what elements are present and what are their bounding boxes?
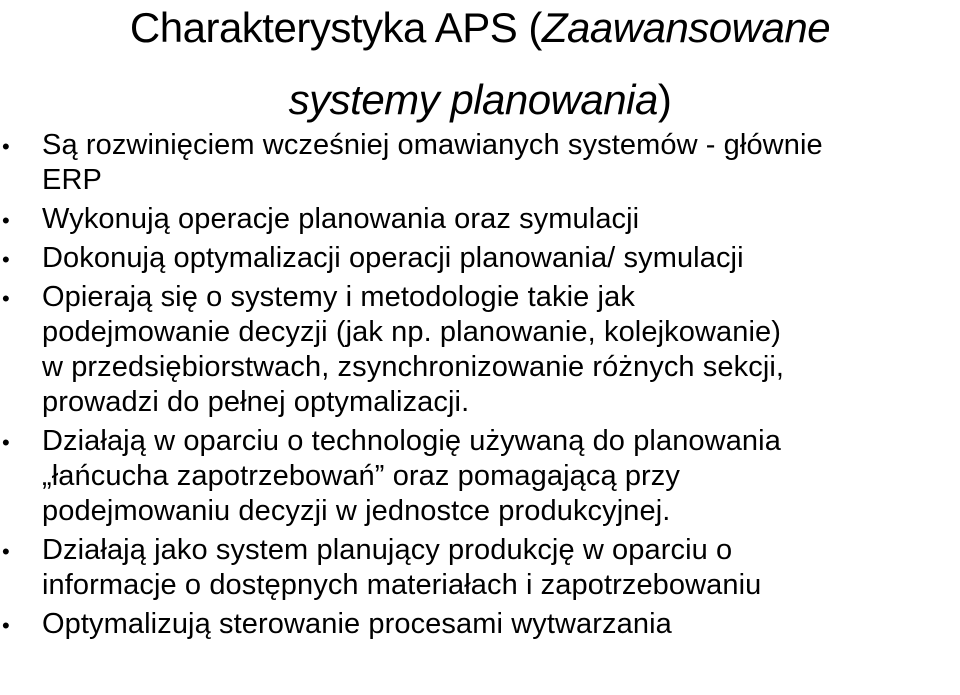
bullet-dot-icon: •: [2, 539, 10, 564]
bullet-line: Optymalizują sterowanie procesami wytwarzania: [42, 608, 672, 640]
title-line-1: [0, 2, 960, 54]
bullet-line: Działają w oparciu o technologię używaną do planowania: [42, 425, 781, 457]
bullet-dot-icon: •: [2, 247, 10, 272]
bullet-line: prowadzi do pełnej optymalizacji.: [42, 386, 470, 418]
bullet-line: Dokonują optymalizacji operacji planowania/ symulacji: [42, 242, 744, 274]
bullet-line: Wykonują operacje planowania oraz symulacji: [42, 203, 640, 235]
bullet-dot-icon: •: [2, 613, 10, 638]
bullet-line: ERP: [42, 164, 102, 196]
bullet-dot-icon: •: [2, 286, 10, 311]
title-text: Charakterystyka APS (: [129, 4, 542, 51]
title-italic-part-2: systemy planowania: [288, 76, 658, 123]
bullet-item: [0, 607, 960, 642]
bullet-line: podejmowanie decyzji (jak np. planowanie, kolejkowanie): [42, 316, 781, 348]
bullet-dot-icon: •: [2, 430, 10, 455]
bullet-item: [0, 202, 960, 237]
bullet-line: w przedsiębiorstwach, zsynchronizowanie różnych sekcji,: [42, 351, 785, 383]
bullet-line: Są rozwinięciem wcześniej omawianych systemów - głównie: [42, 129, 823, 161]
bullet-line: informacje o dostępnych materiałach i zapotrzebowaniu: [42, 569, 762, 601]
title-line-2: [0, 74, 960, 126]
bullet-item: [0, 241, 960, 276]
title-italic-part-1: Zaawansowane: [541, 4, 831, 51]
bullet-line: podejmowaniu decyzji w jednostce produkcyjnej.: [42, 495, 671, 527]
bullet-line: Działają jako system planujący produkcję w oparciu o: [42, 534, 733, 566]
bullet-item: [0, 280, 960, 420]
bullet-item: [0, 533, 960, 603]
title-close-paren: ): [657, 76, 672, 123]
bullet-dot-icon: •: [2, 208, 10, 233]
bullet-item: [0, 424, 960, 529]
bullet-line: „łańcucha zapotrzebowań” oraz pomagającą przy: [42, 460, 681, 492]
bullet-dot-icon: •: [2, 134, 10, 159]
bullet-line: Opierają się o systemy i metodologie takie jak: [42, 281, 635, 313]
bullet-item: [0, 128, 960, 198]
bullet-list: [0, 128, 960, 646]
